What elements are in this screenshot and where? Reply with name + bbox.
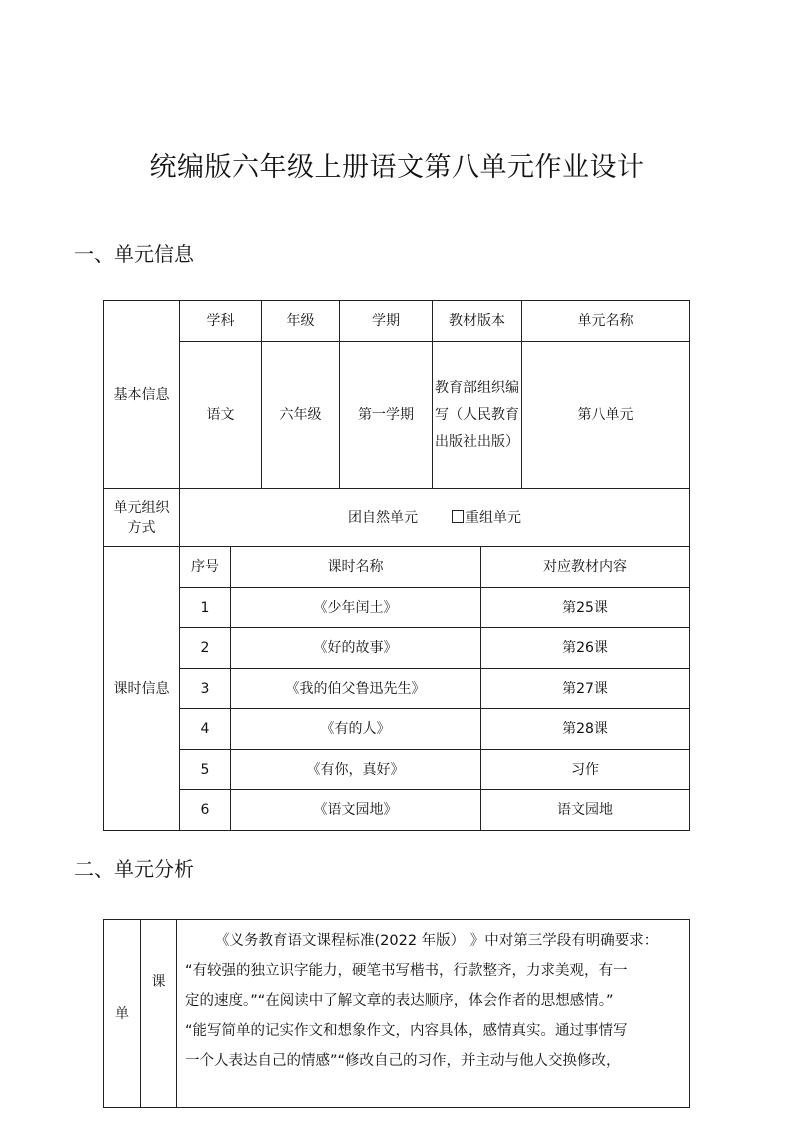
lesson-name: 《我的伯父鲁迅先生》 — [231, 669, 481, 709]
lesson-no: 5 — [180, 750, 231, 790]
analysis-paragraph — [177, 920, 690, 1108]
lesson-content: 第26课 — [481, 628, 690, 669]
header-content: 对应教材内容 — [481, 547, 690, 588]
header-textbook: 教材版本 — [433, 301, 522, 342]
organization-options — [180, 489, 690, 547]
table-row — [104, 669, 690, 709]
document-title: 统编版六年级上册语文第八单元作业设计 — [149, 152, 645, 183]
lesson-name: 《有的人》 — [231, 709, 481, 750]
analysis-line: 定的速度。”“在阅读中了解文章的表达顺序，体会作者的思想感情。” — [185, 993, 614, 1009]
option-natural-unit: 团自然单元 — [348, 509, 418, 526]
lesson-content: 语文园地 — [481, 790, 690, 831]
lesson-no: 6 — [180, 790, 231, 831]
organization-label: 单元组织方式 — [104, 489, 180, 547]
table-row — [104, 588, 690, 628]
lesson-info-label: 课时信息 — [104, 547, 180, 831]
analysis-line-text: 《义务教育语文课程标准(2022 年版） 》中对第三学段有明确要求： — [215, 933, 659, 949]
table-row — [104, 750, 690, 790]
analysis-line — [185, 926, 681, 956]
unchecked-box-icon — [452, 510, 464, 523]
table-row — [104, 790, 690, 831]
lesson-no: 4 — [180, 709, 231, 750]
lesson-name: 《好的故事》 — [231, 628, 481, 669]
lesson-info-table — [103, 546, 690, 831]
section-heading-unit-analysis: 二、单元分析 — [74, 857, 194, 881]
header-term: 学期 — [340, 301, 433, 342]
lesson-content: 第25课 — [481, 588, 690, 628]
value-textbook: 教育部组织编写（人民教育出版社出版） — [433, 342, 522, 489]
analysis-line: “有较强的独立识字能力，硬笔书写楷书，行款整齐，力求美观，有一 — [185, 963, 628, 979]
option-regrouped-unit: 重组单元 — [465, 509, 521, 526]
header-lesson-name: 课时名称 — [231, 547, 481, 588]
basic-info-table — [103, 300, 690, 547]
section-heading-unit-info: 一、单元信息 — [74, 242, 194, 266]
lesson-no: 3 — [180, 669, 231, 709]
value-subject: 语文 — [180, 342, 262, 489]
value-grade: 六年级 — [262, 342, 340, 489]
lesson-no: 2 — [180, 628, 231, 669]
table-row — [104, 709, 690, 750]
lesson-content: 第27课 — [481, 669, 690, 709]
analysis-subrow-label: 课 — [141, 920, 177, 1108]
analysis-line: 一个人表达自己的情感”“修改自己的习作，并主动与他人交换修改， — [185, 1053, 621, 1069]
lesson-name: 《有你，真好》 — [231, 750, 481, 790]
table-row — [104, 628, 690, 669]
header-no: 序号 — [180, 547, 231, 588]
lesson-content: 习作 — [481, 750, 690, 790]
lesson-no: 1 — [180, 588, 231, 628]
analysis-row-label: 单 — [104, 920, 141, 1108]
lesson-name: 《语文园地》 — [231, 790, 481, 831]
value-term: 第一学期 — [340, 342, 433, 489]
analysis-line: “能写简单的记实作文和想象作文，内容具体，感情真实。通过事情写 — [185, 1023, 628, 1039]
lesson-name: 《少年闰土》 — [231, 588, 481, 628]
unit-analysis-table — [103, 919, 690, 1108]
value-unit-name: 第八单元 — [522, 342, 690, 489]
basic-info-label: 基本信息 — [104, 301, 180, 489]
header-subject: 学科 — [180, 301, 262, 342]
header-grade: 年级 — [262, 301, 340, 342]
header-unit-name: 单元名称 — [522, 301, 690, 342]
lesson-content: 第28课 — [481, 709, 690, 750]
